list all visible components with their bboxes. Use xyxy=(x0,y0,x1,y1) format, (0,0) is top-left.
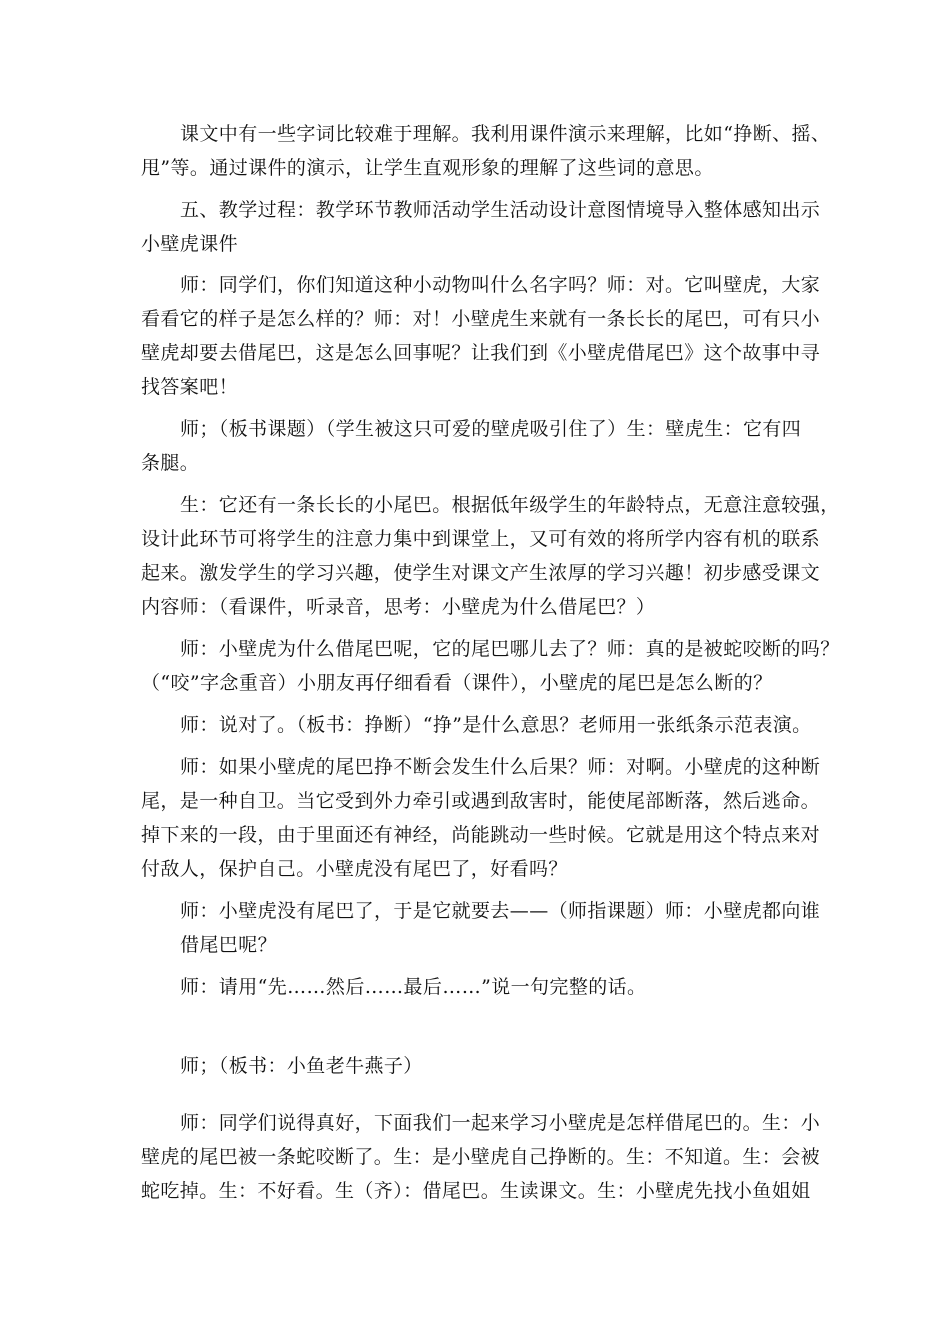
text-line: 起来。激发学生的学习兴趣，使学生对课文产生浓厚的学习兴趣！初步感受课文 xyxy=(141,562,821,584)
text-line: 师：同学们说得真好，下面我们一起来学习小壁虎是怎样借尾巴的。生：小 xyxy=(180,1112,821,1134)
text-line: 师：如果小壁虎的尾巴挣不断会发生什么后果？师：对啊。小壁虎的这种断 xyxy=(180,756,821,778)
text-line: 甩”等。通过课件的演示，让学生直观形象的理解了这些词的意思。 xyxy=(141,157,714,179)
text-line: 掉下来的一段，由于里面还有神经，尚能跳动一些时候。它就是用这个特点来对 xyxy=(141,824,821,846)
text-line: 师：请用“先……然后……最后……”说一句完整的话。 xyxy=(180,976,647,998)
text-line: 课文中有一些字词比较难于理解。我利用课件演示来理解，比如“挣断、摇、 xyxy=(180,123,831,145)
text-line: 内容师：（看课件，听录音，思考：小壁虎为什么借尾巴？） xyxy=(141,596,656,618)
text-line: 师：小壁虎没有尾巴了，于是它就要去——（师指课题）师：小壁虎都向谁 xyxy=(180,900,821,922)
text-line: 蛇吃掉。生：不好看。生（齐）：借尾巴。生读课文。生：小壁虎先找小鱼姐姐 xyxy=(141,1180,811,1202)
text-line: 条腿。 xyxy=(141,452,200,474)
text-line: 小壁虎课件 xyxy=(141,233,239,255)
text-line: 设计此环节可将学生的注意力集中到课堂上，又可有效的将所学内容有机的联系 xyxy=(141,528,821,550)
text-line: （“咬”字念重音）小朋友再仔细看看（课件），小壁虎的尾巴是怎么断的？ xyxy=(141,672,773,694)
text-line: 师；（板书：小鱼老牛燕子） xyxy=(180,1055,423,1077)
text-line: 壁虎的尾巴被一条蛇咬断了。生：是小壁虎自己挣断的。生：不知道。生：会被 xyxy=(141,1146,821,1168)
text-line: 尾，是一种自卫。当它受到外力牵引或遇到敌害时，能使尾部断落，然后逃命。 xyxy=(141,790,821,812)
text-line: 找答案吧！ xyxy=(141,376,239,398)
text-line: 生：它还有一条长长的小尾巴。根据低年级学生的年龄特点，无意注意较强， xyxy=(180,494,840,516)
text-line: 付敌人，保护自己。小壁虎没有尾巴了，好看吗？ xyxy=(141,858,568,880)
text-line: 师：小壁虎为什么借尾巴呢，它的尾巴哪儿去了？师：真的是被蛇咬断的吗？ xyxy=(180,638,840,660)
text-line: 壁虎却要去借尾巴，这是怎么回事呢？让我们到《小壁虎借尾巴》这个故事中寻 xyxy=(141,342,821,364)
text-line: 借尾巴呢？ xyxy=(180,934,278,956)
text-line: 师：说对了。（板书：挣断）“挣”是什么意思？老师用一张纸条示范表演。 xyxy=(180,714,812,736)
text-line: 师：同学们，你们知道这种小动物叫什么名字吗？师：对。它叫壁虎，大家 xyxy=(180,274,821,296)
text-line: 五、教学过程：教学环节教师活动学生活动设计意图情境导入整体感知出示 xyxy=(180,199,821,221)
text-line: 师；（板书课题）（学生被这只可爱的壁虎吸引住了）生：壁虎生：它有四 xyxy=(180,418,802,440)
text-line: 看看它的样子是怎么样的？师：对！小壁虎生来就有一条长长的尾巴，可有只小 xyxy=(141,308,821,330)
